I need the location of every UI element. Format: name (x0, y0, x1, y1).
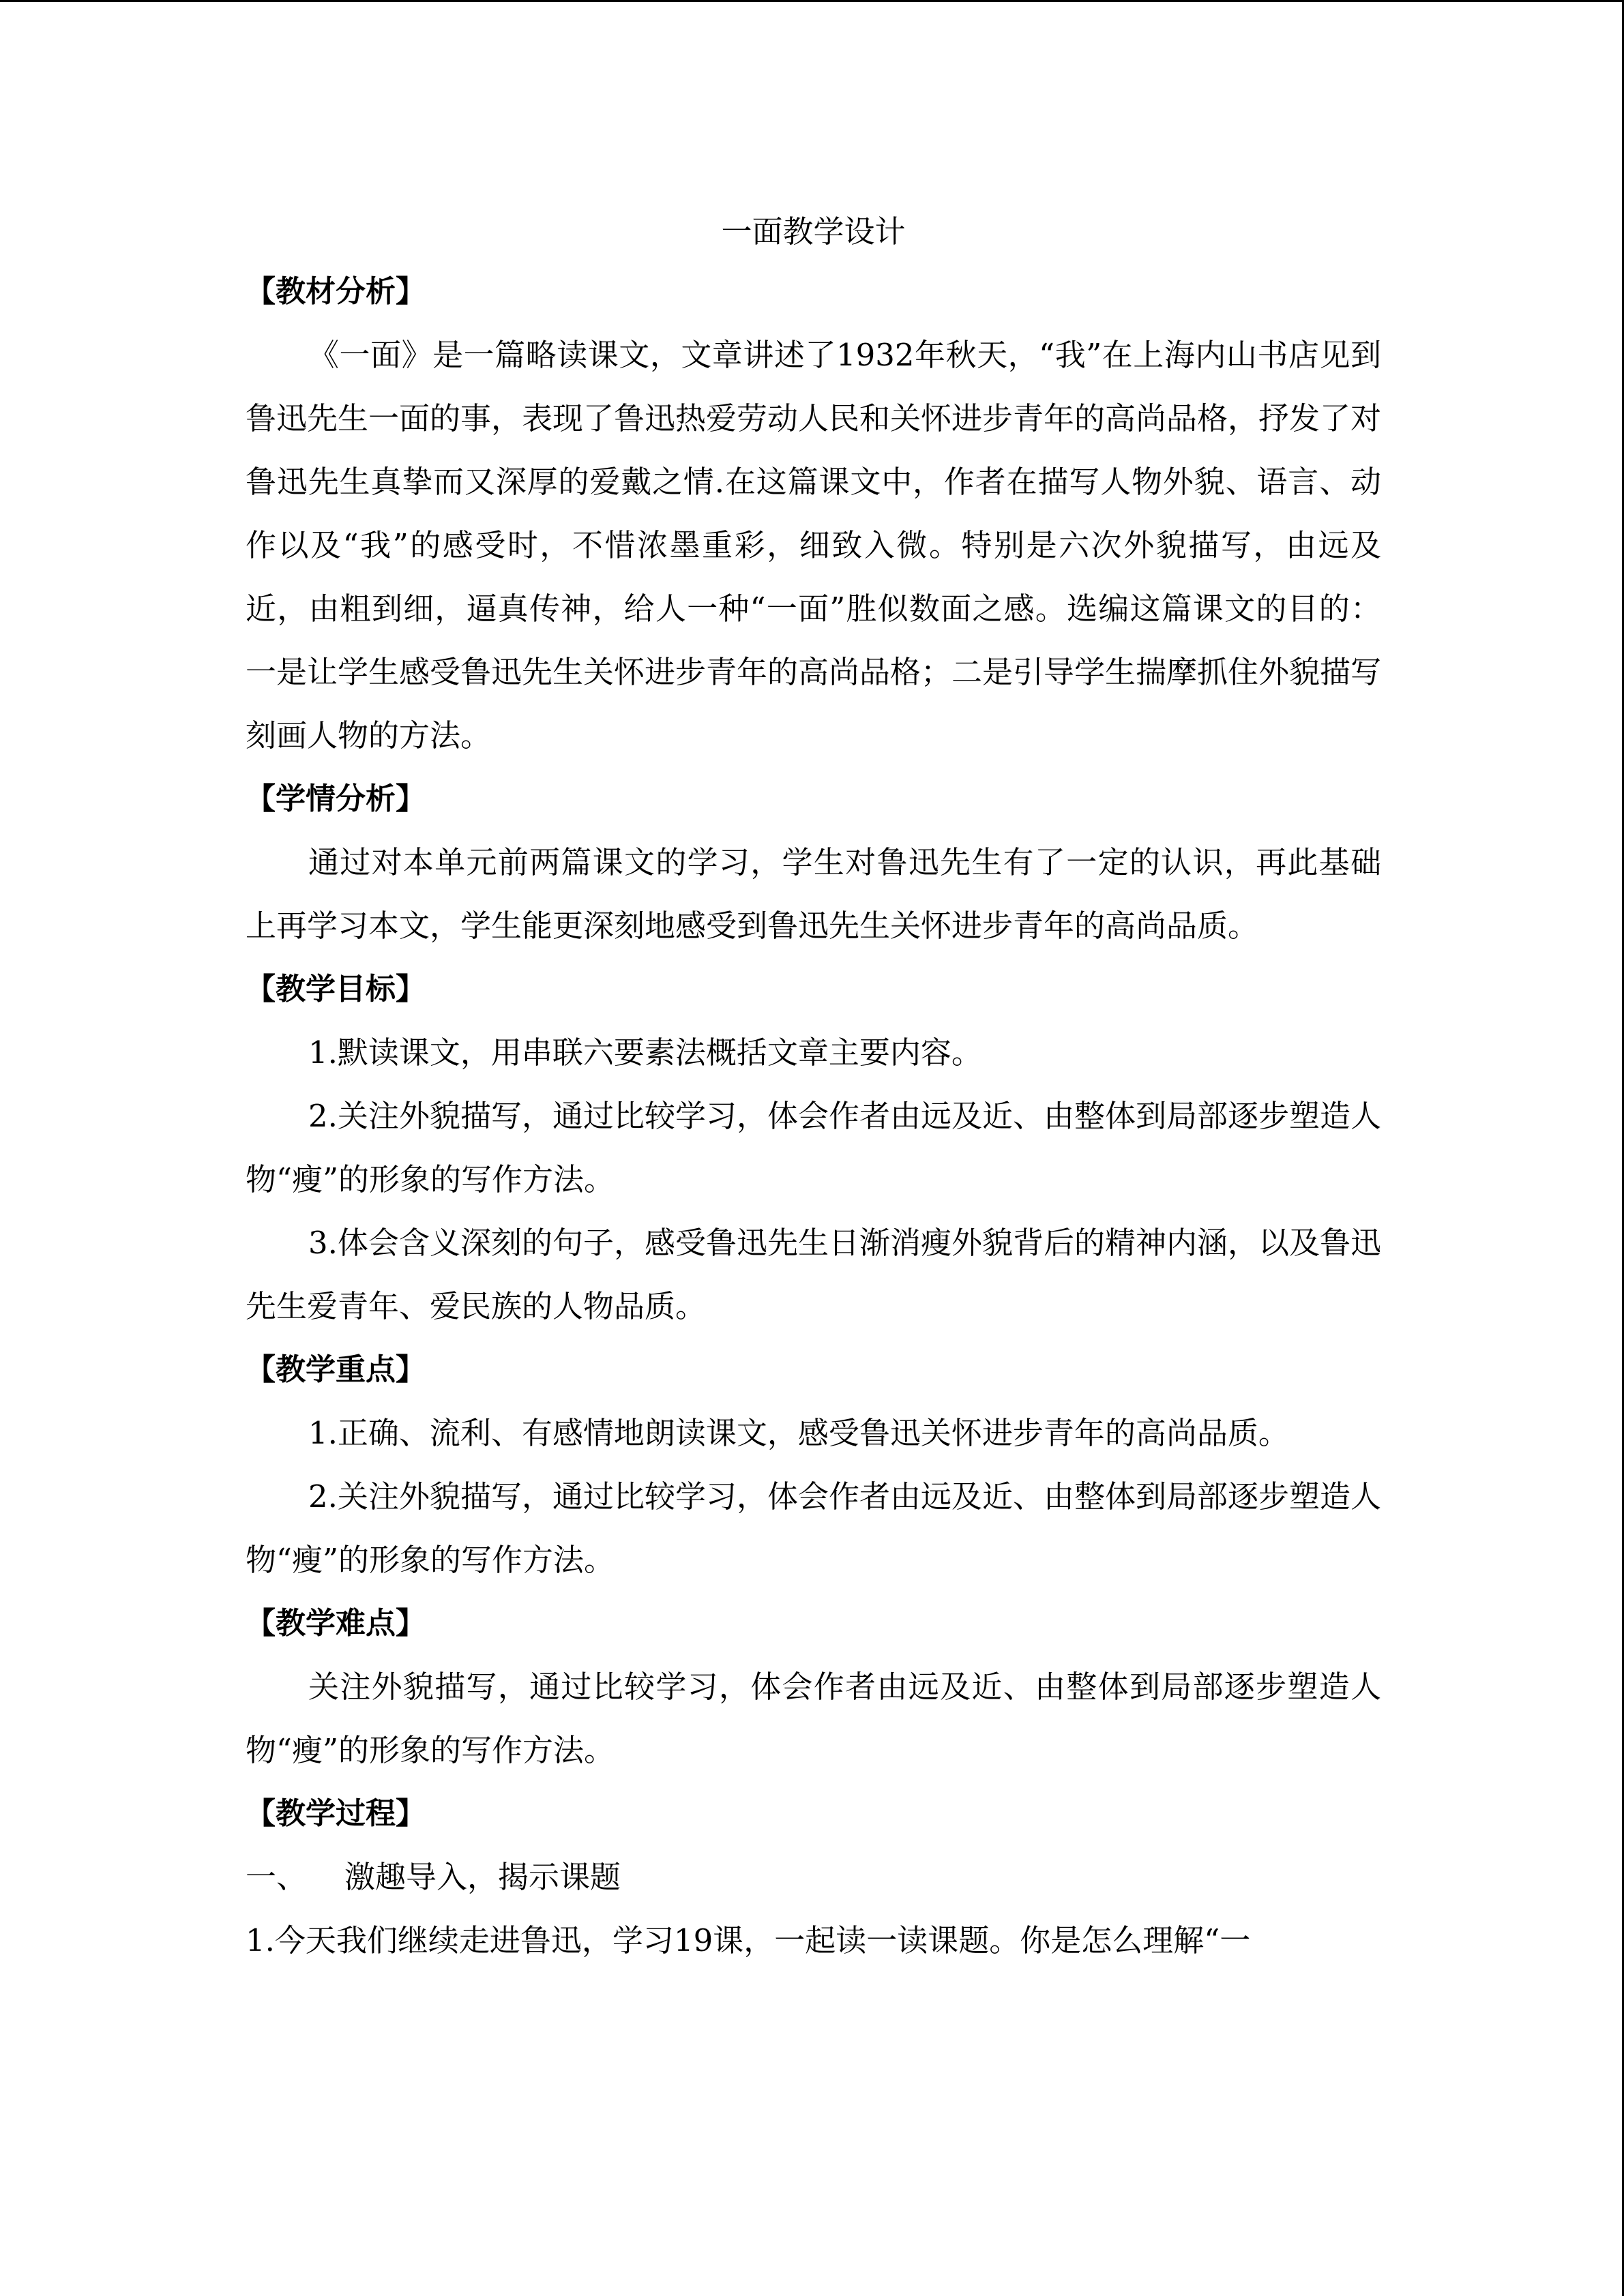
textbook-analysis-section (246, 260, 1381, 767)
textbook-analysis-heading: 【教材分析】 (246, 274, 426, 309)
student-analysis-heading: 【学情分析】 (246, 781, 426, 816)
key-points-section (246, 1338, 1381, 1592)
difficulties-paragraph: 关注外貌描写，通过比较学习，体会作者由远及近、由整体到局部逐步塑造人物“瘦”的形象的写作方法。 (246, 1669, 1381, 1768)
objective-item-1: 1.默读课文，用串联六要素法概括文章主要内容。 (308, 1034, 982, 1071)
difficulties-section (246, 1592, 1381, 1782)
objective-item-2: 2.关注外貌描写，通过比较学习，体会作者由远及近、由整体到局部逐步塑造人物“瘦”的形象的写作方法。 (246, 1098, 1381, 1197)
process-step-1-item-1: 1.今天我们继续走进鲁迅，学习19课，一起读一读课题。你是怎么理解“一 (246, 1922, 1251, 1958)
difficulties-heading: 【教学难点】 (246, 1606, 426, 1641)
key-point-item-2: 2.关注外貌描写，通过比较学习，体会作者由远及近、由整体到局部逐步塑造人物“瘦”的形象的写作方法。 (246, 1478, 1381, 1578)
teaching-objectives-heading: 【教学目标】 (246, 972, 426, 1007)
step-1-title: 激趣导入，揭示课题 (344, 1859, 621, 1895)
teaching-process-section (246, 1782, 1381, 1972)
student-analysis-paragraph: 通过对本单元前两篇课文的学习，学生对鲁迅先生有了一定的认识，再此基础上再学习本文，学生能更深刻地感受到鲁迅先生关怀进步青年的高尚品质。 (246, 844, 1381, 944)
document-title: 一面教学设计 (721, 213, 906, 250)
process-step-1 (246, 1845, 1381, 1909)
step-1-number: 一、 (246, 1859, 308, 1895)
objective-item-3: 3.体会含义深刻的句子，感受鲁迅先生日渐消瘦外貌背后的精神内涵，以及鲁迅先生爱青年、爱民族的人物品质。 (246, 1225, 1381, 1324)
teaching-process-heading: 【教学过程】 (246, 1796, 426, 1831)
teaching-objectives-section (246, 957, 1381, 1338)
document-body (246, 208, 1381, 1972)
key-points-heading: 【教学重点】 (246, 1352, 426, 1387)
student-analysis-section (246, 767, 1381, 957)
key-point-item-1: 1.正确、流利、有感情地朗读课文，感受鲁迅关怀进步青年的高尚品质。 (308, 1415, 1289, 1451)
textbook-analysis-paragraph: 《一面》是一篇略读课文，文章讲述了1932年秋天，“我”在上海内山书店见到鲁迅先生一面的事，表现了鲁迅热爱劳动人民和关怀进步青年的高尚品格，抒发了对鲁迅先生真挚而又深厚的爱戴之情.在这篇课文中，作者在描写人物外貌、语言、动作以及“我”的感受时，不惜浓墨重彩，细致入微。特别是六次外貌描写，由远及近，由粗到细，逼真传神，给人一种“一面”胜似数面之感。选编这篇课文的目的：一是让学生感受鲁迅先生关怀进步青年的高尚品格；二是引导学生揣摩抓住外貌描写刻画人物的方法。 (246, 337, 1382, 754)
